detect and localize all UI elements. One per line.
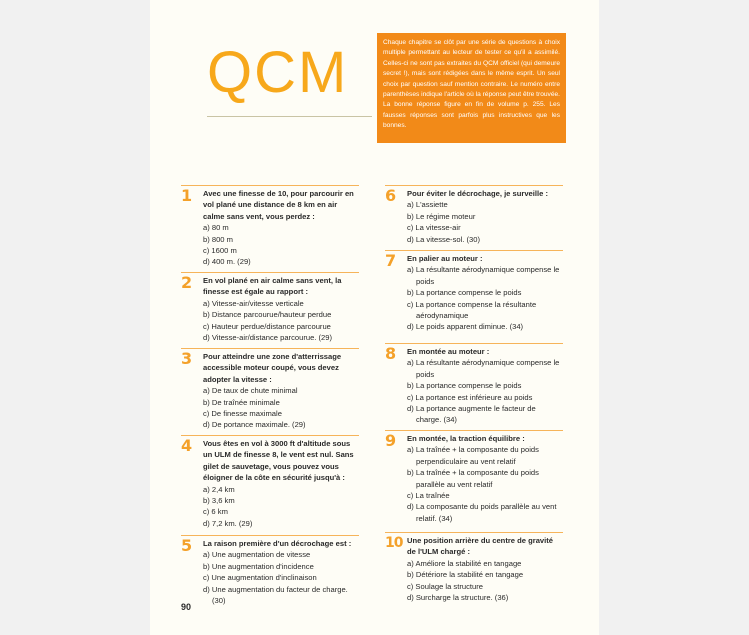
title-rule xyxy=(207,116,372,117)
question-body xyxy=(407,253,563,333)
question-divider xyxy=(385,532,563,533)
question-number: 1 xyxy=(181,186,193,205)
question-number: 8 xyxy=(385,344,397,363)
question-body xyxy=(203,538,359,606)
question-text: La raison première d'un décrochage est : xyxy=(203,539,352,548)
question-body xyxy=(407,433,563,524)
answer-option: c) La vitesse-air xyxy=(407,223,461,233)
answer-option: b) Détériore la stabilité en tangage xyxy=(407,570,524,580)
question-number: 3 xyxy=(181,349,193,368)
answer-option: a) Améliore la stabilité en tangage xyxy=(407,558,522,568)
answer-option: a) 80 m xyxy=(203,223,229,233)
answer-option: d) Vitesse-air/distance parcourue. (29) xyxy=(203,333,333,343)
question-text: Une position arrière du centre de gravité de l'ULM chargé : xyxy=(407,536,554,557)
question-divider xyxy=(181,185,359,186)
answer-option: d) De portance maximale. (29) xyxy=(203,420,306,430)
intro-box: Chaque chapitre se clôt par une série de questions à choix multiple permettant au lecteur de tester ce qu'il a assimilé. Celles-ci ne sont pas extraites du QCM officiel (qui demeure secret !), mais sont rédigées dans le même esprit. Un seul choix par question sauf mention contraire. Le numéro entre parenthèses indique l'article où la réponse peut être trouvée. La bonne réponse figure en fin de volume p. 255. Les fausses réponses sont parfois plus instructives que les bonnes. xyxy=(377,33,566,143)
question-number: 9 xyxy=(385,431,397,450)
question-body xyxy=(203,351,359,431)
question-body xyxy=(203,275,359,343)
answer-option: c) Hauteur perdue/distance parcourue xyxy=(203,321,331,331)
page-title: QCM xyxy=(207,40,349,105)
answer-option: d) La composante du poids parallèle au vent relatif. (34) xyxy=(407,502,557,523)
answer-option: c) 1600 m xyxy=(203,246,237,256)
answer-option: d) Le poids apparent diminue. (34) xyxy=(407,322,524,332)
page-number: 90 xyxy=(181,602,192,612)
question-text: En montée au moteur : xyxy=(407,347,490,356)
answer-option: b) La traînée + la composante du poids parallèle au vent relatif xyxy=(407,468,539,489)
title-block xyxy=(207,38,367,128)
question-divider xyxy=(385,343,563,344)
question-text: En montée, la traction équilibre : xyxy=(407,434,525,443)
question-text: En palier au moteur : xyxy=(407,254,483,263)
answer-option: b) 800 m xyxy=(203,234,233,244)
answer-option: b) De traînée minimale xyxy=(203,397,280,407)
answer-option: b) 3,6 km xyxy=(203,496,235,506)
answer-option: b) Distance parcourue/hauteur perdue xyxy=(203,310,332,320)
question-body xyxy=(407,188,563,245)
question-number: 7 xyxy=(385,251,397,270)
question-body xyxy=(203,438,359,529)
book-page xyxy=(150,0,599,635)
question-body xyxy=(407,535,563,603)
answer-option: c) Soulage la structure xyxy=(407,581,483,591)
answer-option: a) La résultante aérodynamique compense le poids xyxy=(407,358,560,379)
answer-option: b) Une augmentation d'incidence xyxy=(203,561,314,571)
answer-option: b) La portance compense le poids xyxy=(407,288,522,298)
answer-option: a) Une augmentation de vitesse xyxy=(203,550,311,560)
question-divider xyxy=(181,535,359,536)
answer-option: d) La vitesse-sol. (30) xyxy=(407,234,481,244)
answer-option: a) Vitesse-air/vitesse verticale xyxy=(203,298,304,308)
question-text: En vol plané en air calme sans vent, la finesse est égale au rapport : xyxy=(203,276,342,297)
question-body xyxy=(407,346,563,426)
question-number: 5 xyxy=(181,536,193,555)
answer-option: d) Une augmentation du facteur de charge. (30) xyxy=(203,584,348,606)
answer-option: d) La portance augmente le facteur de charge. (34) xyxy=(407,404,536,425)
answer-option: b) La portance compense le poids xyxy=(407,381,522,391)
answer-option: a) De taux de chute minimal xyxy=(203,386,298,396)
question-number: 4 xyxy=(181,436,193,455)
answer-option: a) La traînée + la composante du poids perpendiculaire au vent relatif xyxy=(407,445,539,466)
answer-option: a) La résultante aérodynamique compense le poids xyxy=(407,265,560,286)
answer-option: d) 7,2 km. (29) xyxy=(203,518,253,528)
answer-option: b) Le régime moteur xyxy=(407,211,476,221)
question-divider xyxy=(385,250,563,251)
answer-option: c) Une augmentation d'inclinaison xyxy=(203,573,317,583)
question-divider xyxy=(385,185,563,186)
question-body xyxy=(203,188,359,268)
answer-option: a) L'assiette xyxy=(407,200,448,210)
question-divider xyxy=(385,430,563,431)
question-text: Pour éviter le décrochage, je surveille : xyxy=(407,189,548,198)
question-divider xyxy=(181,348,359,349)
answer-option: c) 6 km xyxy=(203,507,228,517)
question-number: 10 xyxy=(385,535,403,551)
answer-option: a) 2,4 km xyxy=(203,484,235,494)
question-divider xyxy=(181,435,359,436)
answer-option: d) 400 m. (29) xyxy=(203,257,251,267)
answer-option: c) La portance compense la résultante aérodynamique xyxy=(407,299,537,321)
question-number: 6 xyxy=(385,186,397,205)
answer-option: d) Surcharge la structure. (36) xyxy=(407,593,509,603)
answer-option: c) La portance est inférieure au poids xyxy=(407,392,533,402)
answer-option: c) La traînée xyxy=(407,491,450,501)
question-divider xyxy=(181,272,359,273)
question-text: Pour atteindre une zone d'atterrissage accessible moteur coupé, vous devez adopter la vitesse : xyxy=(203,352,342,384)
question-text: Vous êtes en vol à 3000 ft d'altitude sous un ULM de finesse 8, le vent est nul. Sans gilet de sauvetage, vous pouvez vous éloigner de la côte en sécurité jusqu'à : xyxy=(203,439,354,483)
question-text: Avec une finesse de 10, pour parcourir en vol plané une distance de 8 km en air calme sans vent, vous perdez : xyxy=(203,189,354,221)
answer-option: c) De finesse maximale xyxy=(203,409,282,419)
question-number: 2 xyxy=(181,273,193,292)
